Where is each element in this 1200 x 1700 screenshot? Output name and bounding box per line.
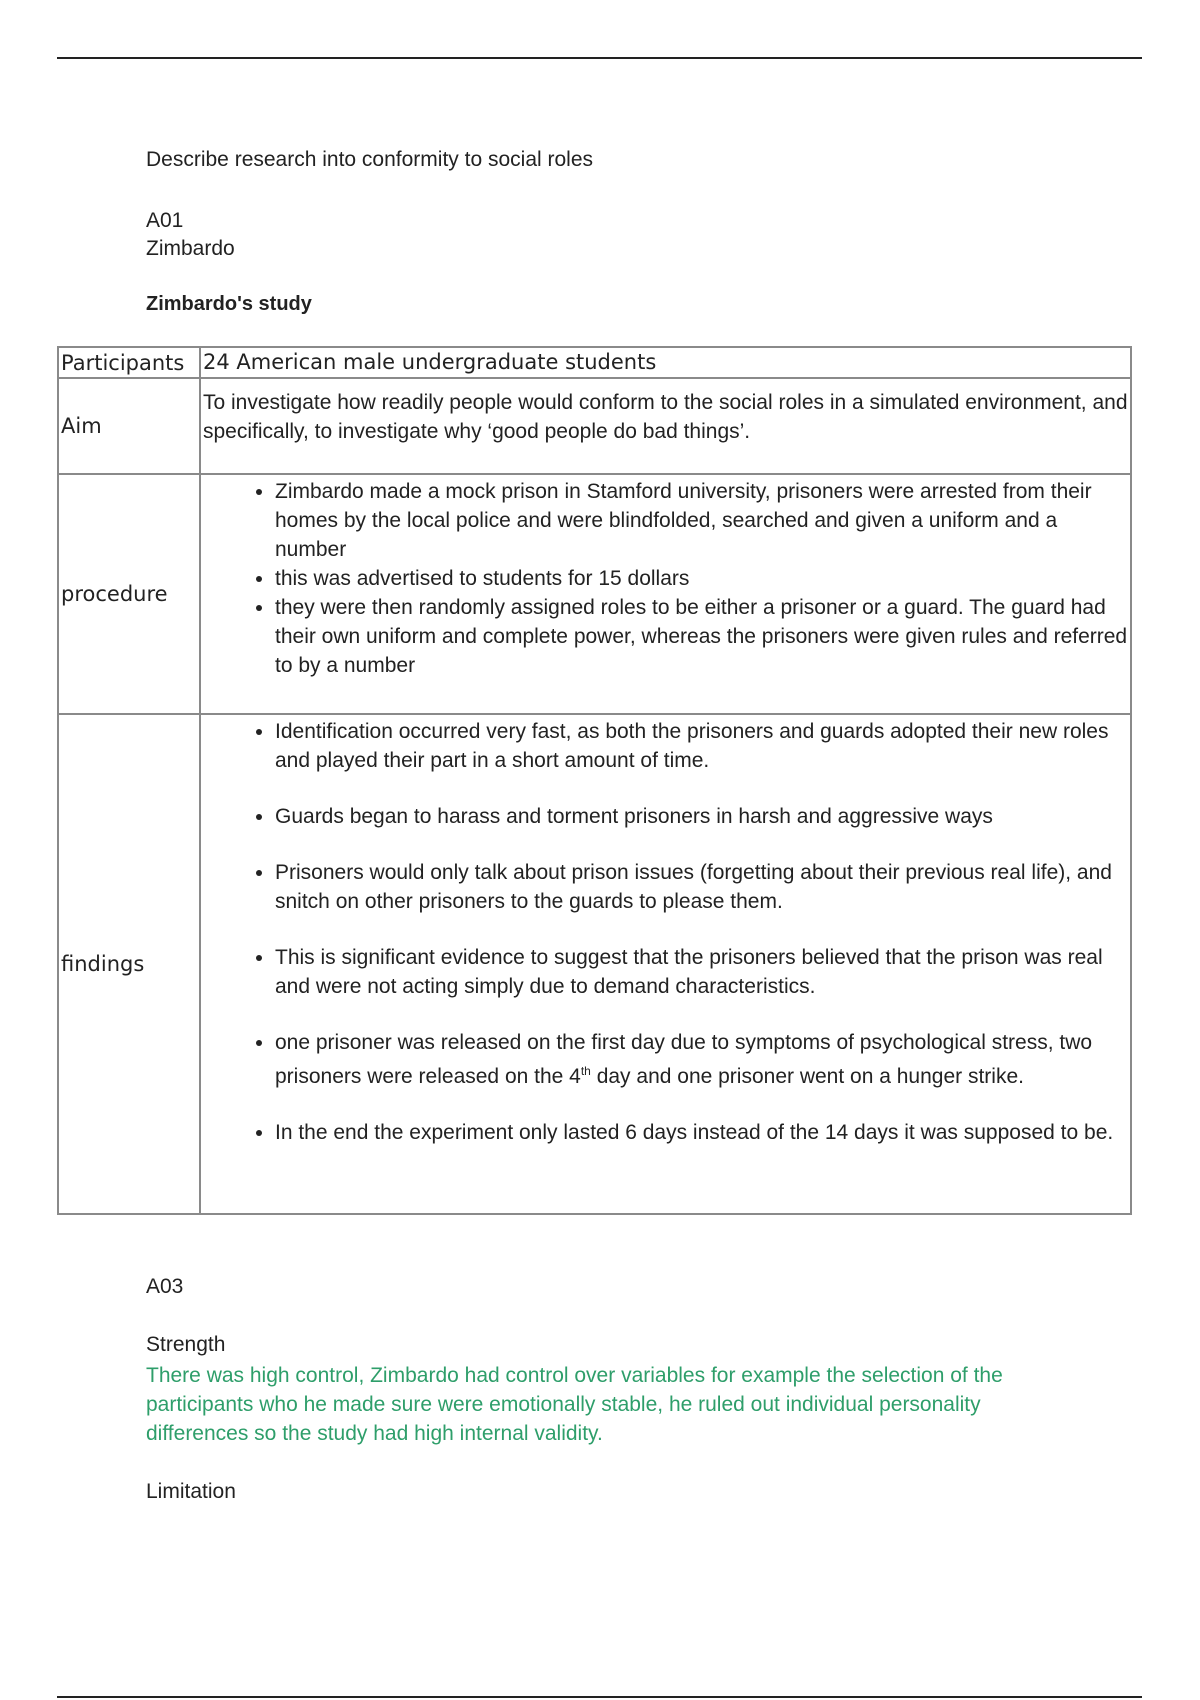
row-label-aim: Aim [58, 378, 200, 474]
section-ao3-label: A03 [146, 1275, 184, 1298]
procedure-value [200, 474, 1131, 714]
researcher-name: Zimbardo [146, 237, 235, 260]
procedure-list [203, 477, 1128, 680]
findings-value [200, 714, 1131, 1214]
question-text: Describe research into conformity to social roles [146, 148, 594, 171]
row-label-findings: findings [58, 714, 200, 1214]
list-item: • this was advertised to students for 15 dollars [275, 564, 1128, 593]
strength-text: There was high control, Zimbardo had control over variables for example the selection of the participants who he made sure were emotionally stable, he ruled out individual personality differences so the study had high internal validity. [146, 1364, 1003, 1445]
table-row [58, 378, 1131, 474]
list-item: • This is significant evidence to suggest that the prisoners believed that the prison was real and were not acting simply due to demand characteristics. [275, 943, 1128, 1001]
footer-rule [57, 1696, 1142, 1698]
list-item: • Prisoners would only talk about prison issues (forgetting about their previous real life), and snitch on other prisoners to the guards to please them. [275, 858, 1128, 916]
row-label-participants: Participants [58, 347, 200, 378]
ordinal-suffix: th [580, 1064, 591, 1078]
list-item: • Guards began to harass and torment prisoners in harsh and aggressive ways [275, 802, 1128, 831]
section-ao1-label: A01 [146, 209, 184, 232]
study-heading: Zimbardo's study [146, 293, 312, 315]
findings-list [203, 717, 1128, 1147]
list-item-text: one prisoner was released on the first day due to symptoms of psychological stress, two prisoners were released on the 4 [275, 1031, 1093, 1088]
aim-value: To investigate how readily people would conform to the social roles in a simulated environment, and specifically, to investigate why ‘good people do bad things’. [200, 378, 1131, 474]
participants-value: 24 American male undergraduate students [200, 347, 1131, 378]
limitation-label: Limitation [146, 1480, 236, 1503]
list-item [275, 1028, 1128, 1091]
strength-label: Strength [146, 1333, 226, 1356]
table-row [58, 474, 1131, 714]
table-row [58, 714, 1131, 1214]
list-item: • Zimbardo made a mock prison in Stamford university, prisoners were arrested from their homes by the local police and were blindfolded, searched and given a uniform and a number [275, 477, 1128, 564]
list-item-text: day and one prisoner went on a hunger strike. [590, 1065, 1024, 1088]
list-item: • Identification occurred very fast, as both the prisoners and guards adopted their new roles and played their part in a short amount of time. [275, 717, 1128, 775]
list-item: • they were then randomly assigned roles to be either a prisoner or a guard. The guard had their own uniform and complete power, whereas the prisoners were given rules and referred to by a number [275, 593, 1128, 680]
row-label-procedure: procedure [58, 474, 200, 714]
list-item: • In the end the experiment only lasted 6 days instead of the 14 days it was supposed to be. [275, 1118, 1128, 1147]
table-row [58, 347, 1131, 378]
header-rule [57, 57, 1142, 59]
study-table [57, 346, 1132, 1215]
